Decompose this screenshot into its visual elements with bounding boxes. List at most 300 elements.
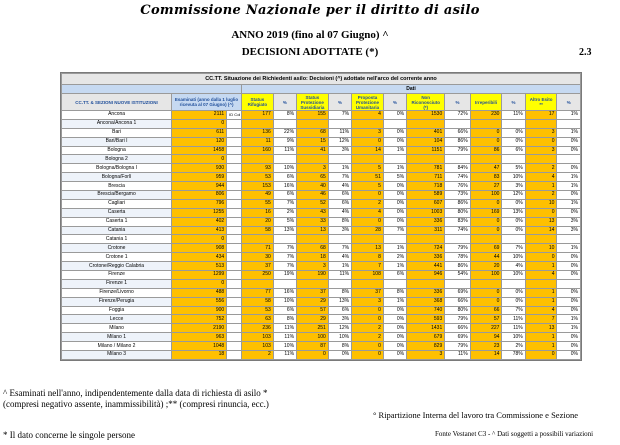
cell-untraced: 94 bbox=[470, 333, 502, 342]
cell-untraced: 0 bbox=[470, 226, 502, 235]
cell-pct-untraced: 12% bbox=[502, 191, 525, 200]
col-header-pct1: % bbox=[273, 94, 296, 111]
cell-other: 10 bbox=[525, 244, 557, 253]
cell-total: 513 bbox=[172, 262, 227, 271]
table-row bbox=[62, 253, 581, 262]
cell-humanitarian: 108 bbox=[352, 271, 384, 280]
cell-marker bbox=[227, 262, 242, 271]
cell-pct-subsidiary: 12% bbox=[328, 137, 351, 146]
cell-humanitarian: 0 bbox=[352, 306, 384, 315]
cell-name: Bologna bbox=[62, 146, 172, 155]
cell-denied: 336 bbox=[407, 288, 445, 297]
cell-pct-humanitarian: 0% bbox=[383, 137, 406, 146]
cell-pct-other bbox=[557, 119, 581, 128]
cell-pct-untraced: 10% bbox=[502, 271, 525, 280]
cell-pct-subsidiary: 6% bbox=[328, 306, 351, 315]
cell-denied: 1431 bbox=[407, 324, 445, 333]
cell-humanitarian: 3 bbox=[352, 128, 384, 137]
cell-total: 0 bbox=[172, 155, 227, 164]
cell-pct-subsidiary bbox=[328, 235, 351, 244]
table-row bbox=[62, 262, 581, 271]
cell-other: 4 bbox=[525, 271, 557, 280]
cell-total: 1299 bbox=[172, 271, 227, 280]
cell-pct-untraced: 0% bbox=[502, 137, 525, 146]
cell-humanitarian: 2 bbox=[352, 333, 384, 342]
cell-pct-humanitarian: 0% bbox=[383, 199, 406, 208]
cell-marker: ID Col bbox=[227, 111, 242, 120]
cell-humanitarian: 0 bbox=[352, 217, 384, 226]
col-header-pct2: % bbox=[328, 94, 351, 111]
table-row bbox=[62, 324, 581, 333]
cell-denied: 724 bbox=[407, 244, 445, 253]
cell-refugee bbox=[242, 155, 274, 164]
cell-total: 1255 bbox=[172, 208, 227, 217]
cell-pct-refugee bbox=[273, 279, 296, 288]
cell-other: 13 bbox=[525, 217, 557, 226]
cell-total: 2111 bbox=[172, 111, 227, 120]
cell-pct-refugee: 16% bbox=[273, 288, 296, 297]
cell-untraced: 0 bbox=[470, 199, 502, 208]
cell-denied: 311 bbox=[407, 226, 445, 235]
cell-subsidiary bbox=[297, 119, 329, 128]
cell-marker bbox=[227, 235, 242, 244]
cell-refugee: 153 bbox=[242, 182, 274, 191]
cell-marker bbox=[227, 155, 242, 164]
cell-pct-refugee: 8% bbox=[273, 111, 296, 120]
cell-refugee: 136 bbox=[242, 128, 274, 137]
cell-marker bbox=[227, 191, 242, 200]
cell-pct-other: 1% bbox=[557, 111, 581, 120]
cell-marker bbox=[227, 226, 242, 235]
cell-pct-denied: 66% bbox=[445, 128, 470, 137]
cell-subsidiary: 13 bbox=[297, 226, 329, 235]
cell-total: 1458 bbox=[172, 146, 227, 155]
cell-humanitarian: 4 bbox=[352, 208, 384, 217]
cell-total: 402 bbox=[172, 217, 227, 226]
cell-pct-denied: 86% bbox=[445, 199, 470, 208]
cell-total: 556 bbox=[172, 297, 227, 306]
cell-pct-other: 1% bbox=[557, 199, 581, 208]
cell-pct-refugee: 11% bbox=[273, 146, 296, 155]
cell-denied bbox=[407, 119, 445, 128]
cell-pct-untraced: 0% bbox=[502, 226, 525, 235]
cell-marker bbox=[227, 297, 242, 306]
cell-pct-other: 0% bbox=[557, 271, 581, 280]
cell-other: 1 bbox=[525, 182, 557, 191]
cell-marker bbox=[227, 208, 242, 217]
cell-pct-subsidiary: 4% bbox=[328, 182, 351, 191]
cell-pct-refugee: 13% bbox=[273, 226, 296, 235]
cell-other bbox=[525, 119, 557, 128]
cell-pct-denied: 86% bbox=[445, 262, 470, 271]
cell-pct-refugee: 10% bbox=[273, 342, 296, 351]
cell-pct-untraced: 2% bbox=[502, 342, 525, 351]
note-esaminati: ^ Esaminati nell'anno, indipendentemente dalla data di richiesta di asilo *(compresi negativo assente, inammissibilità) ;** (compresi rinuncia, ecc.) bbox=[3, 388, 269, 409]
cell-pct-humanitarian: 1% bbox=[383, 164, 406, 173]
cell-refugee: 250 bbox=[242, 271, 274, 280]
cell-pct-humanitarian bbox=[383, 279, 406, 288]
cell-refugee: 160 bbox=[242, 146, 274, 155]
cell-pct-subsidiary: 3% bbox=[328, 226, 351, 235]
table-row bbox=[62, 155, 581, 164]
cell-denied: 336 bbox=[407, 253, 445, 262]
cell-denied: 1003 bbox=[407, 208, 445, 217]
cell-pct-untraced: 0% bbox=[502, 199, 525, 208]
cell-pct-humanitarian: 0% bbox=[383, 324, 406, 333]
cell-pct-refugee: 7% bbox=[273, 253, 296, 262]
cell-pct-untraced: 0% bbox=[502, 128, 525, 137]
table-row bbox=[62, 235, 581, 244]
report-year: ANNO 2019 (fino al 07 Giugno) ^ bbox=[231, 29, 389, 41]
cell-total: 752 bbox=[172, 315, 227, 324]
decisions-table bbox=[61, 73, 581, 360]
cell-denied: 718 bbox=[407, 182, 445, 191]
cell-pct-untraced: 10% bbox=[502, 253, 525, 262]
table-row bbox=[62, 351, 581, 360]
cell-denied: 104 bbox=[407, 137, 445, 146]
cell-pct-other: 1% bbox=[557, 182, 581, 191]
cell-subsidiary: 68 bbox=[297, 244, 329, 253]
cell-humanitarian: 4 bbox=[352, 111, 384, 120]
cell-other: 0 bbox=[525, 351, 557, 360]
cell-name: Bologna/Bologna I bbox=[62, 164, 172, 173]
cell-pct-denied: 54% bbox=[445, 271, 470, 280]
cell-subsidiary: 155 bbox=[297, 111, 329, 120]
cell-pct-other bbox=[557, 155, 581, 164]
decisions-table-body bbox=[62, 111, 581, 360]
table-row bbox=[62, 226, 581, 235]
cell-total: 806 bbox=[172, 191, 227, 200]
cell-refugee bbox=[242, 119, 274, 128]
cell-pct-subsidiary: 8% bbox=[328, 217, 351, 226]
cell-marker bbox=[227, 315, 242, 324]
col-header-name: CC.TT. & SEZIONI NUOVE ISTITUZIONI bbox=[62, 94, 172, 111]
cell-humanitarian bbox=[352, 279, 384, 288]
date-label: Dati bbox=[242, 85, 581, 94]
cell-total: 0 bbox=[172, 235, 227, 244]
report-subtitle: DECISIONI ADOTTATE (*) bbox=[241, 46, 379, 58]
cell-untraced: 100 bbox=[470, 191, 502, 200]
cell-pct-refugee: 7% bbox=[273, 244, 296, 253]
table-row bbox=[62, 315, 581, 324]
cell-pct-denied: 79% bbox=[445, 244, 470, 253]
cell-pct-subsidiary bbox=[328, 155, 351, 164]
cell-pct-other: 1% bbox=[557, 128, 581, 137]
cell-pct-subsidiary: 7% bbox=[328, 173, 351, 182]
cell-total: 611 bbox=[172, 128, 227, 137]
cell-marker bbox=[227, 182, 242, 191]
cell-untraced bbox=[470, 155, 502, 164]
cell-pct-refugee: 11% bbox=[273, 351, 296, 360]
cell-pct-untraced: 11% bbox=[502, 111, 525, 120]
cell-pct-humanitarian: 0% bbox=[383, 342, 406, 351]
col-header-pct5: % bbox=[502, 94, 525, 111]
cell-pct-untraced: 10% bbox=[502, 333, 525, 342]
cell-pct-humanitarian: 1% bbox=[383, 244, 406, 253]
cell-name: Caserta bbox=[62, 208, 172, 217]
cell-denied: 593 bbox=[407, 315, 445, 324]
cell-pct-denied: 66% bbox=[445, 297, 470, 306]
cell-refugee: 20 bbox=[242, 217, 274, 226]
cell-total: 413 bbox=[172, 226, 227, 235]
cell-other: 3 bbox=[525, 146, 557, 155]
cell-pct-other: 0% bbox=[557, 306, 581, 315]
cell-marker bbox=[227, 288, 242, 297]
cell-marker bbox=[227, 279, 242, 288]
cell-pct-other: 0% bbox=[557, 191, 581, 200]
cell-refugee: 2 bbox=[242, 351, 274, 360]
cell-total: 944 bbox=[172, 182, 227, 191]
cell-other: 10 bbox=[525, 199, 557, 208]
cell-pct-untraced: 13% bbox=[502, 208, 525, 217]
cell-pct-untraced: 0% bbox=[502, 288, 525, 297]
cell-humanitarian: 2 bbox=[352, 199, 384, 208]
cell-total: 796 bbox=[172, 199, 227, 208]
cell-pct-untraced: 7% bbox=[502, 306, 525, 315]
cell-pct-denied: 86% bbox=[445, 137, 470, 146]
cell-pct-humanitarian: 8% bbox=[383, 288, 406, 297]
cell-pct-denied: 76% bbox=[445, 182, 470, 191]
cell-pct-refugee: 11% bbox=[273, 333, 296, 342]
cell-pct-other: 0% bbox=[557, 262, 581, 271]
cell-other: 3 bbox=[525, 128, 557, 137]
table-row bbox=[62, 306, 581, 315]
cell-refugee: 53 bbox=[242, 306, 274, 315]
cell-refugee: 49 bbox=[242, 191, 274, 200]
cell-untraced: 27 bbox=[470, 182, 502, 191]
cell-other bbox=[525, 279, 557, 288]
cell-refugee: 103 bbox=[242, 333, 274, 342]
note-singole-persone: * Il dato concerne le singole persone bbox=[3, 430, 135, 440]
cell-name: Catania bbox=[62, 226, 172, 235]
cell-pct-other: 0% bbox=[557, 288, 581, 297]
cell-subsidiary: 41 bbox=[297, 146, 329, 155]
cell-subsidiary bbox=[297, 279, 329, 288]
cell-humanitarian: 2 bbox=[352, 324, 384, 333]
cell-pct-subsidiary: 8% bbox=[328, 288, 351, 297]
cell-pct-humanitarian bbox=[383, 119, 406, 128]
col-header-pct4: % bbox=[445, 94, 470, 111]
cell-untraced: 0 bbox=[470, 128, 502, 137]
cell-denied: 401 bbox=[407, 128, 445, 137]
cell-subsidiary bbox=[297, 235, 329, 244]
cell-pct-subsidiary: 10% bbox=[328, 333, 351, 342]
cell-humanitarian bbox=[352, 155, 384, 164]
cell-subsidiary: 29 bbox=[297, 315, 329, 324]
cell-pct-refugee bbox=[273, 155, 296, 164]
cell-pct-denied: 78% bbox=[445, 253, 470, 262]
table-row bbox=[62, 342, 581, 351]
cell-other: 2 bbox=[525, 191, 557, 200]
cell-untraced: 57 bbox=[470, 315, 502, 324]
cell-humanitarian: 51 bbox=[352, 173, 384, 182]
cell-pct-refugee: 10% bbox=[273, 164, 296, 173]
cell-name: Firenze/Livorno bbox=[62, 288, 172, 297]
cell-pct-denied: 11% bbox=[445, 351, 470, 360]
col-header-denied: Non Riconosciuto (*) bbox=[407, 94, 445, 111]
cell-total: 908 bbox=[172, 244, 227, 253]
cell-other: 7 bbox=[525, 315, 557, 324]
document-title: Commissione Nazionale per il diritto di asilo bbox=[140, 3, 480, 18]
cell-untraced: 230 bbox=[470, 111, 502, 120]
cell-total: 959 bbox=[172, 173, 227, 182]
cell-pct-denied bbox=[445, 119, 470, 128]
cell-marker bbox=[227, 324, 242, 333]
cell-name: Milano bbox=[62, 324, 172, 333]
col-header-humanitarian: Proposta Protezione Umanitaria bbox=[352, 94, 384, 111]
cell-marker bbox=[227, 119, 242, 128]
cell-pct-other: 1% bbox=[557, 315, 581, 324]
cell-subsidiary: 65 bbox=[297, 173, 329, 182]
cell-pct-untraced: 4% bbox=[502, 262, 525, 271]
cell-untraced: 44 bbox=[470, 253, 502, 262]
cell-pct-refugee: 22% bbox=[273, 128, 296, 137]
table-row bbox=[62, 182, 581, 191]
col-header-subsidiary: Status Protezione Sussidiaria bbox=[297, 94, 329, 111]
cell-pct-denied: 69% bbox=[445, 288, 470, 297]
cell-marker bbox=[227, 128, 242, 137]
cell-pct-humanitarian: 2% bbox=[383, 253, 406, 262]
cell-pct-other bbox=[557, 279, 581, 288]
cell-total: 0 bbox=[172, 279, 227, 288]
cell-other: 1 bbox=[525, 342, 557, 351]
cell-denied bbox=[407, 279, 445, 288]
cell-pct-untraced: 3% bbox=[502, 182, 525, 191]
cell-pct-denied bbox=[445, 235, 470, 244]
cell-pct-subsidiary: 1% bbox=[328, 262, 351, 271]
cell-pct-refugee: 6% bbox=[273, 173, 296, 182]
cell-total: 900 bbox=[172, 306, 227, 315]
cell-untraced: 23 bbox=[470, 342, 502, 351]
table-row bbox=[62, 208, 581, 217]
cell-pct-refugee bbox=[273, 119, 296, 128]
cell-denied: 1530 bbox=[407, 111, 445, 120]
cell-subsidiary: 15 bbox=[297, 137, 329, 146]
cell-humanitarian: 0 bbox=[352, 191, 384, 200]
cell-name: Milano 3 bbox=[62, 351, 172, 360]
cell-subsidiary: 57 bbox=[297, 306, 329, 315]
cell-pct-refugee: 6% bbox=[273, 191, 296, 200]
cell-pct-refugee: 5% bbox=[273, 217, 296, 226]
cell-denied: 589 bbox=[407, 191, 445, 200]
cell-pct-denied: 74% bbox=[445, 226, 470, 235]
cell-pct-other bbox=[557, 235, 581, 244]
cell-refugee: 58 bbox=[242, 297, 274, 306]
cell-refugee: 30 bbox=[242, 253, 274, 262]
cell-denied bbox=[407, 235, 445, 244]
cell-pct-denied: 66% bbox=[445, 324, 470, 333]
cell-name: Milano 1 bbox=[62, 333, 172, 342]
cell-pct-untraced: 10% bbox=[502, 173, 525, 182]
col-header-pct3: % bbox=[383, 94, 406, 111]
cell-other: 4 bbox=[525, 173, 557, 182]
cell-pct-other: 3% bbox=[557, 217, 581, 226]
table-row bbox=[62, 271, 581, 280]
cell-total: 963 bbox=[172, 333, 227, 342]
cell-subsidiary: 87 bbox=[297, 342, 329, 351]
cell-pct-humanitarian: 0% bbox=[383, 111, 406, 120]
cell-refugee: 236 bbox=[242, 324, 274, 333]
cell-pct-subsidiary: 11% bbox=[328, 271, 351, 280]
cell-pct-humanitarian: 0% bbox=[383, 351, 406, 360]
cell-pct-denied: 79% bbox=[445, 342, 470, 351]
date-row-blank bbox=[62, 85, 242, 94]
cell-pct-refugee: 11% bbox=[273, 324, 296, 333]
cell-refugee: 93 bbox=[242, 164, 274, 173]
cell-marker bbox=[227, 351, 242, 360]
cell-denied: 1151 bbox=[407, 146, 445, 155]
cell-subsidiary: 3 bbox=[297, 262, 329, 271]
cell-pct-other: 0% bbox=[557, 351, 581, 360]
cell-refugee: 53 bbox=[242, 173, 274, 182]
cell-refugee: 16 bbox=[242, 208, 274, 217]
cell-name: Firenze/Perugia bbox=[62, 297, 172, 306]
cell-subsidiary: 3 bbox=[297, 164, 329, 173]
note-fonte: Fonte Vestanet C3 - ^ Dati soggetti a possibili variazioni bbox=[435, 430, 594, 438]
table-row bbox=[62, 244, 581, 253]
cell-untraced: 100 bbox=[470, 271, 502, 280]
cell-pct-untraced: 11% bbox=[502, 315, 525, 324]
table-row bbox=[62, 128, 581, 137]
cell-refugee: 63 bbox=[242, 315, 274, 324]
cell-marker bbox=[227, 342, 242, 351]
cell-pct-subsidiary: 4% bbox=[328, 208, 351, 217]
cell-pct-subsidiary bbox=[328, 279, 351, 288]
cell-pct-denied: 79% bbox=[445, 146, 470, 155]
cell-total: 120 bbox=[172, 137, 227, 146]
cell-humanitarian: 14 bbox=[352, 146, 384, 155]
cell-marker bbox=[227, 306, 242, 315]
cell-refugee: 177 bbox=[242, 111, 274, 120]
table-row bbox=[62, 146, 581, 155]
cell-subsidiary: 0 bbox=[297, 351, 329, 360]
cell-refugee: 58 bbox=[242, 226, 274, 235]
cell-pct-other: 0% bbox=[557, 333, 581, 342]
cell-pct-untraced bbox=[502, 235, 525, 244]
cell-pct-untraced: 5% bbox=[502, 164, 525, 173]
cell-pct-humanitarian bbox=[383, 155, 406, 164]
cell-pct-humanitarian: 0% bbox=[383, 208, 406, 217]
cell-pct-humanitarian: 0% bbox=[383, 315, 406, 324]
cell-subsidiary: 37 bbox=[297, 288, 329, 297]
cell-denied: 3 bbox=[407, 351, 445, 360]
cell-pct-subsidiary: 8% bbox=[328, 342, 351, 351]
cell-other: 14 bbox=[525, 226, 557, 235]
cell-pct-untraced bbox=[502, 155, 525, 164]
table-row bbox=[62, 111, 581, 120]
cell-pct-denied: 72% bbox=[445, 111, 470, 120]
cell-other bbox=[525, 155, 557, 164]
cell-subsidiary: 43 bbox=[297, 208, 329, 217]
page-reference: 2.3 bbox=[579, 47, 592, 58]
table-row bbox=[62, 333, 581, 342]
cell-name: Brescia/Bergamo bbox=[62, 191, 172, 200]
cell-pct-humanitarian: 0% bbox=[383, 333, 406, 342]
col-header-untraced: Irreperibili bbox=[470, 94, 502, 111]
cell-pct-humanitarian: 0% bbox=[383, 217, 406, 226]
cell-pct-other: 1% bbox=[557, 244, 581, 253]
cell-humanitarian: 0 bbox=[352, 342, 384, 351]
cell-name: Bari bbox=[62, 128, 172, 137]
cell-refugee: 77 bbox=[242, 288, 274, 297]
cell-subsidiary: 68 bbox=[297, 128, 329, 137]
cell-name: Firenze 1 bbox=[62, 279, 172, 288]
cell-pct-subsidiary: 11% bbox=[328, 128, 351, 137]
cell-pct-denied: 80% bbox=[445, 306, 470, 315]
cell-pct-other: 1% bbox=[557, 324, 581, 333]
cell-pct-humanitarian: 6% bbox=[383, 271, 406, 280]
cell-pct-humanitarian: 0% bbox=[383, 306, 406, 315]
